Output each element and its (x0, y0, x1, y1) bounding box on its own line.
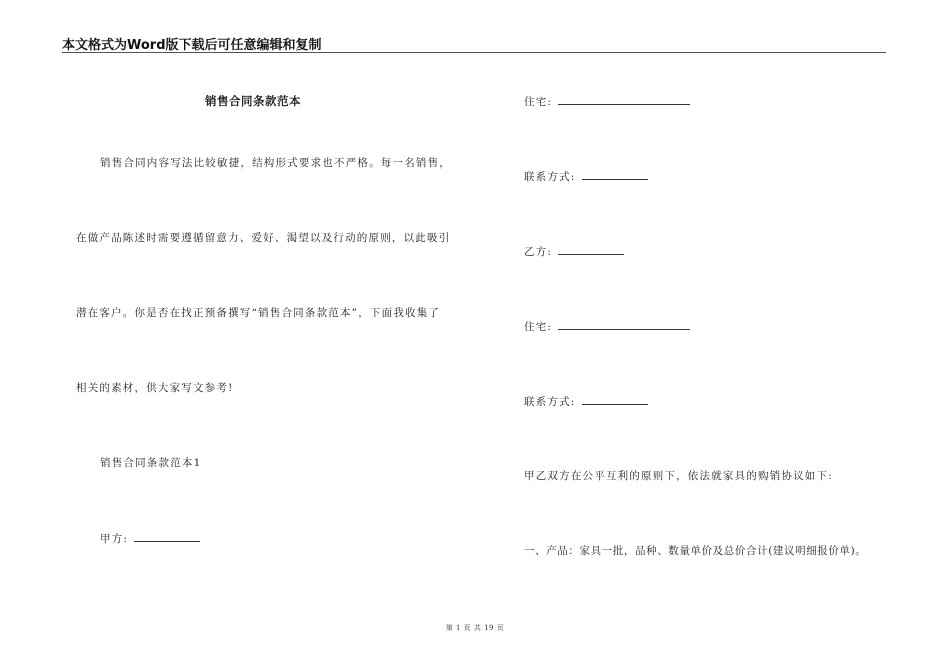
section-subtitle: 销售合同条款范本1 (100, 457, 202, 469)
party-b-label: 乙方: (524, 246, 553, 258)
address-field-1 (524, 93, 690, 109)
contact-blank-2 (582, 393, 648, 405)
clause-item-1: 一、产品：家具一批，品种、数量单价及总价合计(建议明细报价单)。 (524, 545, 867, 557)
contact-field-2 (524, 393, 648, 409)
address-blank-2 (558, 318, 690, 330)
page-number: 第 1 页 共 19 页 (445, 624, 505, 632)
agreement-intro: 甲乙双方在公平互利的原则下，依法就家具的购销协议如下: (524, 470, 833, 482)
contact-field-1 (524, 168, 648, 184)
party-b-field (524, 243, 624, 259)
header-notice: 本文格式为Word版下载后可任意编辑和复制 (62, 38, 322, 53)
contact-label-1: 联系方式: (524, 171, 576, 183)
contact-label-2: 联系方式: (524, 396, 576, 408)
paragraph-line-2: 在做产品陈述时需要遵循留意力、爱好、渴望以及行动的原则，以此吸引 (76, 232, 451, 244)
paragraph-line-3: 潜在客户。你是否在找正预备撰写“销售合同条款范本”，下面我收集了 (76, 307, 441, 319)
party-a-label: 甲方: (100, 533, 129, 545)
contact-blank-1 (582, 168, 648, 180)
address-label-2: 住宅: (524, 321, 553, 333)
party-b-blank (558, 243, 624, 255)
paragraph-line-1: 销售合同内容写法比较敏捷，结构形式要求也不严格。每一名销售， (100, 157, 451, 169)
address-field-2 (524, 318, 690, 334)
paragraph-line-4: 相关的素材，供大家写文参考! (76, 382, 234, 394)
document-title: 销售合同条款范本 (205, 94, 301, 108)
party-a-blank (134, 530, 200, 542)
party-a-field (100, 530, 200, 546)
address-blank-1 (558, 93, 690, 105)
document-header (62, 30, 886, 53)
address-label-1: 住宅: (524, 96, 553, 108)
